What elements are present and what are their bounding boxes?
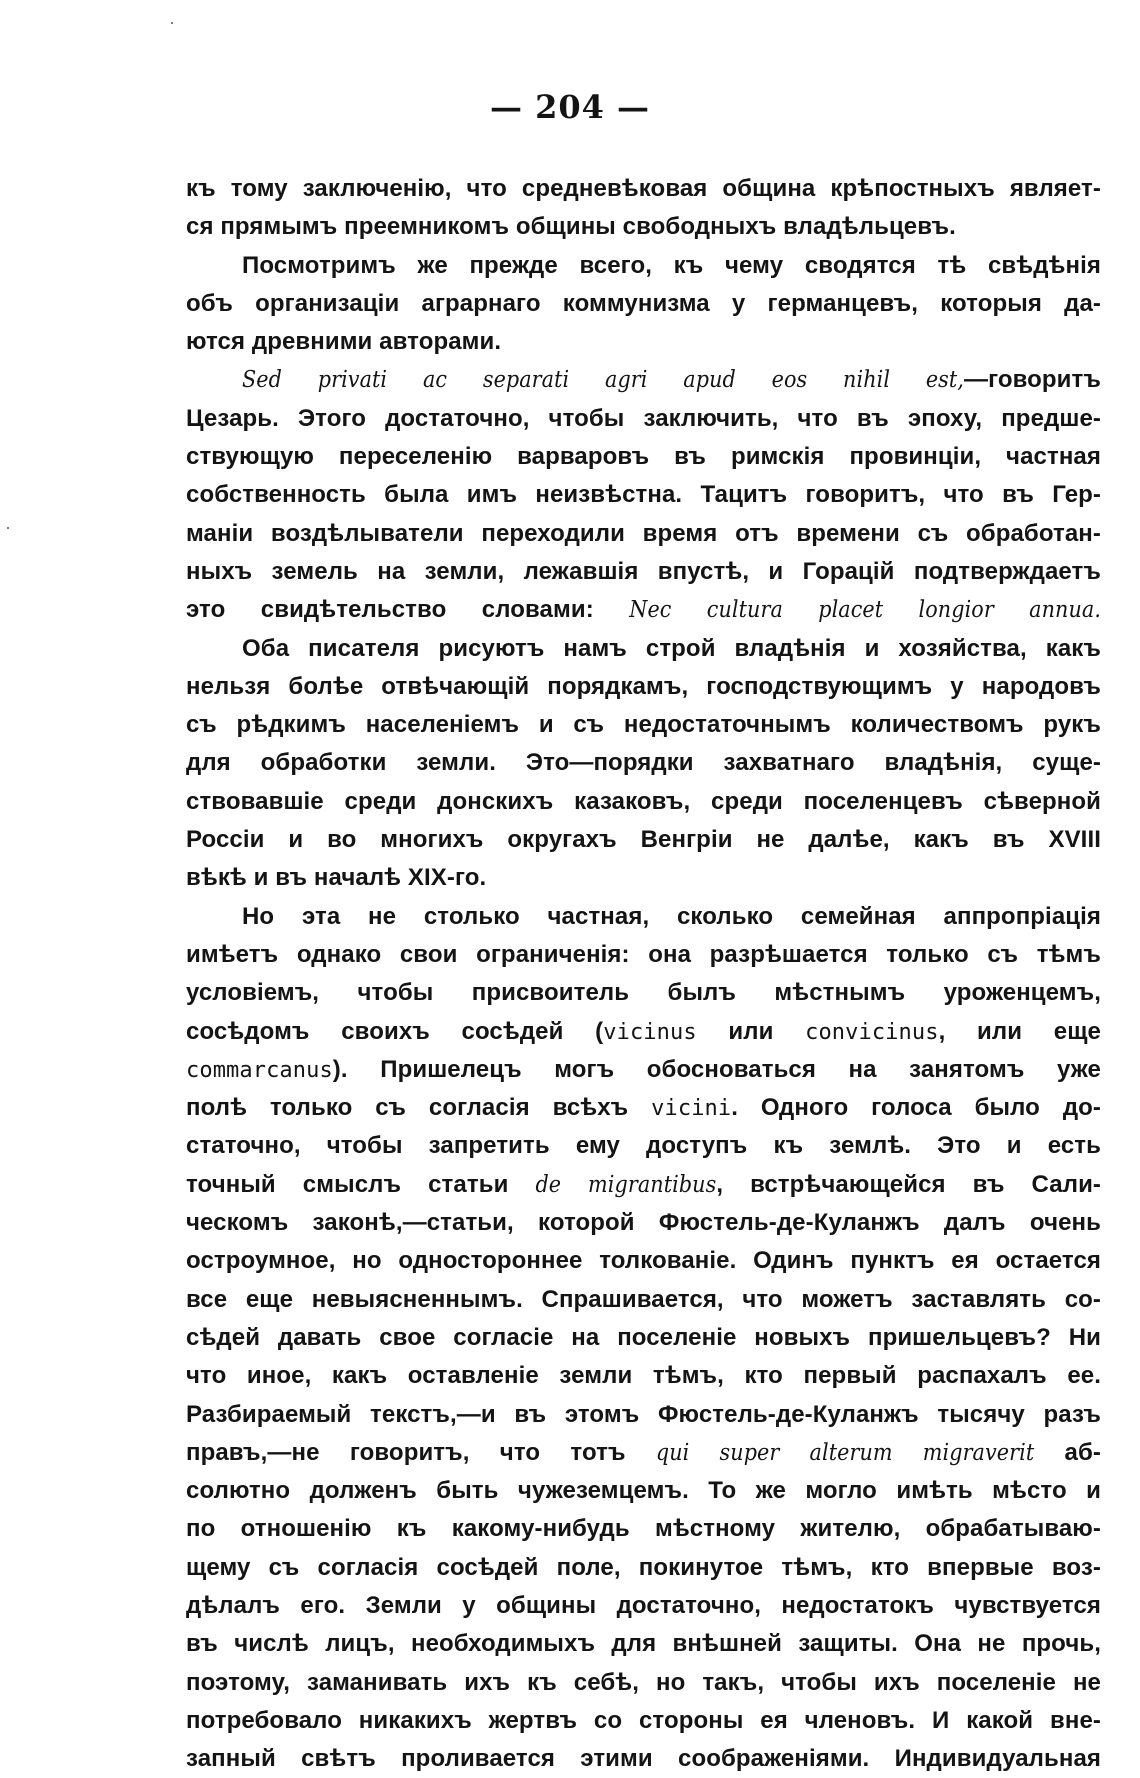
text-line: Цезарь. Этого достаточно, чтобы заключить, что въ эпоху, предше- [186, 404, 1101, 432]
text-span: правъ,—не говоритъ, что тотъ [186, 1438, 656, 1466]
text-line [186, 1051, 1101, 1089]
text-line: объ организаціи аграрнаго коммунизма у германцевъ, которыя да- [186, 289, 1101, 317]
text-line [186, 1089, 1101, 1127]
text-span: полѣ только съ согласія всѣхъ [186, 1094, 652, 1122]
text-line: вѣкѣ и въ началѣ XIX-го. [186, 864, 487, 892]
text-span: ). Пришелецъ могъ обосноваться на занятомъ уже [332, 1055, 1101, 1083]
text-span: это свидѣтельство словами: [186, 596, 630, 624]
text-line: ствовавшіе среди донскихъ казаковъ, среди поселенцевъ сѣверной [186, 787, 1101, 815]
body-text [186, 170, 1101, 1778]
text-line [186, 1166, 1101, 1204]
text-line: Разбираемый текстъ,—и въ этомъ Фюстель-де-Куланжъ тысячу разъ [186, 1400, 1101, 1428]
text-span: —говоритъ [963, 366, 1101, 394]
text-line: Россіи и во многихъ округахъ Венгріи не далѣе, какъ въ XVIII [186, 826, 1101, 854]
latin-quote: Nec cultura placet longior annua. [629, 597, 1101, 624]
text-line: солютно долженъ быть чужеземцемъ. То же могло имѣть мѣсто и [186, 1477, 1101, 1505]
text-line: съ рѣдкимъ населеніемъ и съ недостаточнымъ количествомъ рукъ [186, 711, 1101, 739]
paper-speck [171, 22, 173, 24]
latin-quote: de migrantibus [535, 1171, 717, 1198]
text-span: аб- [1034, 1438, 1102, 1466]
text-line: Но эта не столько частная, сколько семейная аппропріація [242, 902, 1101, 930]
text-line [186, 591, 1101, 629]
text-line: запный свѣтъ проливается этими соображеніями. Индивидуальная [186, 1745, 1101, 1773]
latin-term: vicinus [603, 1019, 697, 1045]
text-line: статочно, чтобы запретить ему доступъ къ землѣ. Это и есть [186, 1132, 1101, 1160]
text-span: . Одного голоса было до- [731, 1094, 1101, 1122]
text-line: ся прямымъ преемникомъ общины свободныхъ владѣльцевъ. [186, 213, 956, 241]
text-line: нельзя болѣе отвѣчающій порядкамъ, господствующимъ у народовъ [186, 672, 1101, 700]
text-line: Посмотримъ же прежде всего, къ чему сводятся тѣ свѣдѣнія [242, 251, 1101, 279]
text-line: поэтому, заманивать ихъ къ себѣ, но такъ, чтобы ихъ поселеніе не [186, 1668, 1101, 1696]
text-line: Оба писателя рисуютъ намъ строй владѣнія и хозяйства, какъ [242, 634, 1101, 662]
text-line: дѣлалъ его. Земли у общины достаточно, недостатокъ чувствуется [186, 1591, 1101, 1619]
text-line: маніи воздѣлыватели переходили время отъ времени съ обработан- [186, 519, 1101, 547]
text-line: къ тому заключенію, что средневѣковая община крѣпостныхъ являет- [186, 175, 1101, 202]
text-line: ются древними авторами. [186, 328, 502, 356]
text-span: сосѣдомъ своихъ сосѣдей ( [186, 1017, 604, 1045]
text-line: по отношенію къ какому-нибудь мѣстному жителю, обрабатываю- [186, 1515, 1101, 1543]
text-line: собственность была имъ неизвѣстна. Тацитъ говоритъ, что въ Гер- [186, 481, 1101, 509]
text-line: имѣетъ однако свои ограниченія: она разрѣшается только съ тѣмъ [186, 940, 1101, 968]
text-span: или [696, 1017, 806, 1045]
text-line: ствующую переселенію варваровъ въ римскія провинціи, частная [186, 443, 1101, 471]
text-line [186, 1013, 1101, 1051]
text-line [186, 1434, 1101, 1472]
latin-quote: Sed privati ac separati agri apud eos nihil est, [242, 367, 964, 394]
text-line: въ числѣ лицъ, необходимыхъ для внѣшней защиты. Она не прочь, [186, 1630, 1101, 1658]
page-number: — 204 — [489, 88, 651, 126]
text-line: что иное, какъ оставленіе земли тѣмъ, кто первый распахалъ ее. [186, 1362, 1101, 1390]
text-line: для обработки земли. Это—порядки захватнаго владѣнія, суще- [186, 749, 1101, 777]
latin-quote: qui super alterum migraverit [655, 1439, 1035, 1466]
text-line: остроумное, но одностороннее толкованіе. Одинъ пунктъ ея остается [186, 1247, 1101, 1275]
text-line: ческомъ законѣ,—статьи, которой Фюстель-де-Куланжъ далъ очень [186, 1209, 1101, 1237]
paper-speck [7, 527, 9, 529]
text-line: все еще невыясненнымъ. Спрашивается, что можетъ заставлять со- [186, 1285, 1101, 1313]
text-line: щему съ согласія сосѣдей поле, покинутое тѣмъ, кто впервые воз- [186, 1553, 1101, 1581]
text-line [186, 361, 1101, 399]
latin-term: commarcanus [186, 1057, 333, 1083]
text-span: точный смыслъ статьи [186, 1170, 536, 1198]
text-span: , встрѣчающейся въ Сали- [716, 1170, 1102, 1198]
text-line: сѣдей давать свое согласіе на поселеніе новыхъ пришельцевъ? Ни [186, 1323, 1101, 1351]
text-span: , или еще [938, 1017, 1101, 1045]
text-line: потребовало никакихъ жертвъ со стороны ея членовъ. И какой вне- [186, 1706, 1101, 1734]
text-line: ныхъ земель на земли, лежавшія впустѣ, и Горацій подтверждаетъ [186, 557, 1101, 585]
text-line: условіемъ, чтобы присвоитель былъ мѣстнымъ уроженцемъ, [186, 979, 1101, 1007]
latin-term: vicini [651, 1096, 732, 1122]
latin-term: convicinus [805, 1019, 939, 1045]
